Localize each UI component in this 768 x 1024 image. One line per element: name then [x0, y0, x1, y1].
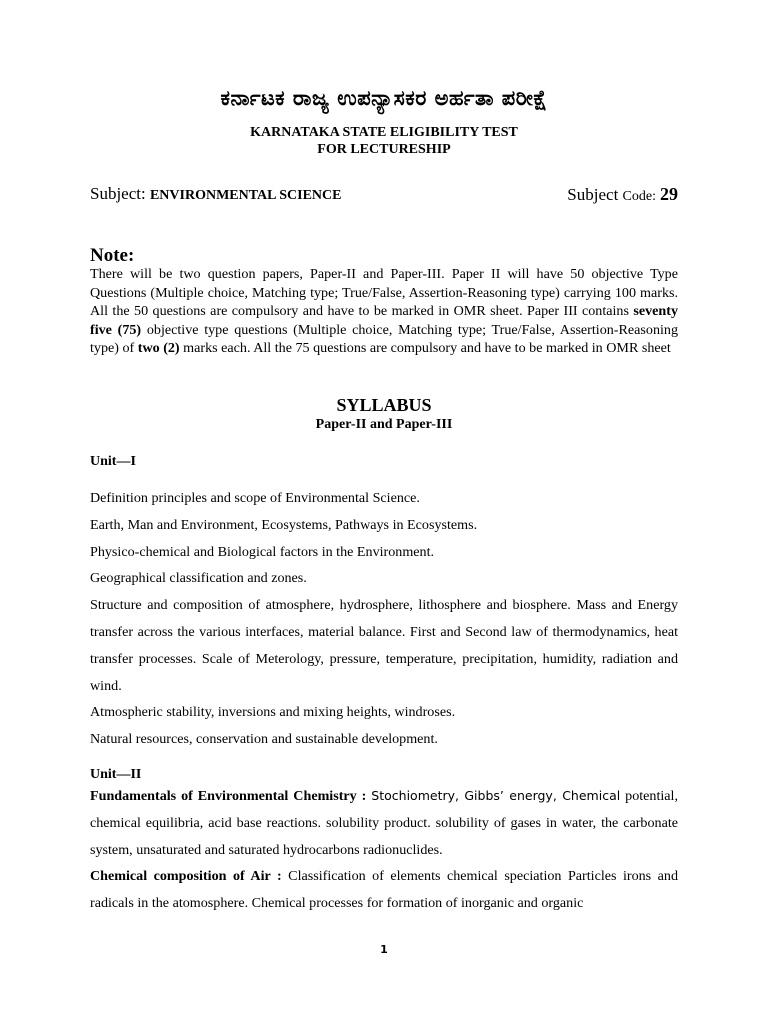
- unit-2-text-2: Classification of elements chemical speciation Particles irons and radicals in the atomosphere. Chemical processes for formation of inorganic and organic: [90, 868, 678, 912]
- subject-field: [90, 184, 341, 204]
- note-bold-2: two (2): [137, 340, 180, 357]
- unit-1-heading: Unit—I: [90, 454, 136, 469]
- unit-2-paragraph-1: [90, 783, 678, 863]
- unit-1-content: [90, 485, 678, 753]
- unit-2-topic-2: Chemical composition of Air :: [90, 868, 289, 885]
- unit-2-content: [90, 783, 678, 917]
- subject-code-value: 29: [660, 184, 678, 204]
- note-text-1: There will be two question papers, Paper-II and Paper-III. Paper II will have 50 objective Type Questions (Multiple choice, Matching type; True/False, Assertion-Reasoning type) carrying 100 marks. All the 50 questions are compulsory and have to be marked in OMR sheet. Paper III contains: [90, 266, 678, 320]
- note-heading: Note:: [90, 245, 135, 266]
- unit-1-item: Physico-chemical and Biological factors in the Environment.: [90, 543, 435, 560]
- title-line-1: KARNATAKA STATE ELIGIBILITY TEST: [250, 125, 518, 140]
- note-text-3: marks each. All the 75 questions are compulsory and have to be marked in OMR sheet: [179, 340, 671, 357]
- unit-1-item: Earth, Man and Environment, Ecosystems, Pathways in Ecosystems.: [90, 516, 478, 533]
- unit-1-item: Natural resources, conservation and sustainable development.: [90, 731, 438, 748]
- subject-code-label: Code:: [622, 189, 656, 204]
- unit-2-paragraph-2: [90, 863, 678, 917]
- unit-1-item: Atmospheric stability, inversions and mixing heights, windroses.: [90, 704, 456, 721]
- unit-2-topic-1: Fundamentals of Environmental Chemistry :: [90, 788, 372, 804]
- subject-code-field: [567, 184, 678, 205]
- subject-row: [90, 184, 678, 208]
- subject-code-label-prefix: Subject: [567, 185, 623, 204]
- unit-1-item: Structure and composition of atmosphere, hydrosphere, lithosphere and biosphere. Mass and Energy transfer across the various interfaces, material balance. First and Second law of thermodynamics, heat transfer processes. Scale of Meterology, pressure, temperature, precipitation, humidity, radiation and wind.: [90, 597, 678, 694]
- unit-1-item: Geographical classification and zones.: [90, 570, 307, 587]
- note-text-2: objective type questions (Multiple choice, Matching type; True/False, Assertion-Reasoning type) of: [90, 321, 678, 357]
- unit-1-item: Definition principles and scope of Environmental Science.: [90, 490, 420, 506]
- title-line-2: FOR LECTURESHIP: [317, 142, 451, 157]
- unit-2-text-1a: Stochiometry, Gibbs’ energy, Chemical: [371, 788, 621, 803]
- page-number: 1: [380, 943, 388, 956]
- syllabus-heading: SYLLABUS: [336, 395, 432, 415]
- note-bold-1: seventy five (75): [90, 303, 678, 338]
- kannada-title: ಕರ್ನಾಟಕ ರಾಜ್ಯ ಉಪನ್ಯಾಸಕರ ಅರ್ಹತಾ ಪರೀಕ್ಷೆ: [220, 86, 548, 110]
- unit-2-heading: Unit—II: [90, 767, 142, 782]
- syllabus-subheading: Paper-II and Paper-III: [315, 417, 453, 432]
- unit-2-text-1b: potential, chemical equilibria, acid base reactions. solubility product. solubility of gases in water, the carbonate system, unsaturated and saturated hydrocarbons radionuclides.: [90, 788, 678, 858]
- note-paragraph: [90, 265, 678, 358]
- subject-name: ENVIRONMENTAL SCIENCE: [149, 188, 342, 203]
- subject-label: Subject:: [90, 184, 150, 203]
